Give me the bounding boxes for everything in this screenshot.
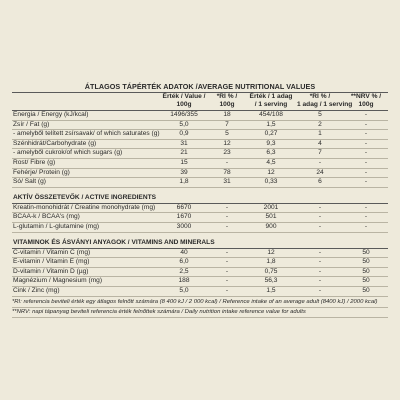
row-value: 3000 — [160, 222, 208, 232]
row-value: - — [344, 213, 388, 223]
row-value: 6670 — [160, 203, 208, 213]
row-label: Rost/ Fibre (g) — [12, 158, 160, 168]
row-value: - — [296, 286, 344, 296]
row-value: - — [296, 277, 344, 287]
table-row — [12, 258, 388, 268]
row-value: 18 — [208, 111, 246, 121]
row-value: 12 — [208, 139, 246, 149]
row-value: - — [296, 222, 344, 232]
table-title: ÁTLAGOS TÁPÉRTÉK ADATOK /AVERAGE NUTRITIONAL VALUES — [84, 82, 316, 91]
row-value: 7 — [208, 120, 246, 130]
table-row — [12, 277, 388, 287]
row-value: - — [344, 111, 388, 121]
row-value: 6 — [296, 178, 344, 188]
row-label: L-glutamin / L-glutamine (mg) — [12, 222, 160, 232]
header-ri-serving: *RI % / 1 adag / 1 serving — [297, 93, 353, 108]
row-value: 0,33 — [246, 178, 296, 188]
row-value: 50 — [344, 286, 388, 296]
header-value-100g: Érték / Value / 100g — [160, 93, 208, 110]
nutrition-table — [12, 92, 388, 297]
row-value: - — [296, 213, 344, 223]
row-value: 56,3 — [246, 277, 296, 287]
header-name — [12, 93, 160, 110]
row-value: 78 — [208, 168, 246, 178]
row-value: 6,3 — [246, 149, 296, 159]
row-value: - — [344, 130, 388, 140]
header-nrv-100g: **NRV % / 100g — [344, 93, 388, 110]
table-row — [12, 222, 388, 232]
row-value: - — [344, 178, 388, 188]
nutrition-label — [12, 82, 388, 318]
row-value: 50 — [344, 248, 388, 258]
row-value: 5 — [296, 111, 344, 121]
table-row — [12, 267, 388, 277]
row-value: 188 — [160, 277, 208, 287]
row-value: 31 — [208, 178, 246, 188]
header-row — [12, 93, 388, 110]
row-value: - — [208, 258, 246, 268]
row-value: 1 — [296, 130, 344, 140]
row-value: 5,0 — [160, 286, 208, 296]
footnote-ri: *RI: referencia beviteli érték egy átlagos felnőtt számára (8 400 kJ / 2 000 kcal) / Reference intake of an average adult (8400 kJ) / 2000 kcal) — [12, 298, 388, 308]
row-value: 40 — [160, 248, 208, 258]
row-value: 4,5 — [246, 158, 296, 168]
row-value: 31 — [160, 139, 208, 149]
row-value: - — [296, 158, 344, 168]
row-label: Só/ Salt (g) — [12, 178, 160, 188]
row-label: E-vitamin / Vitamin E (mg) — [12, 258, 160, 268]
row-value: - — [208, 158, 246, 168]
row-value: 1,5 — [246, 120, 296, 130]
row-value: 2 — [296, 120, 344, 130]
row-value: 50 — [344, 267, 388, 277]
row-value: - — [296, 248, 344, 258]
row-value: - — [296, 203, 344, 213]
table-row — [12, 178, 388, 188]
row-value: 15 — [160, 158, 208, 168]
section-title-active: AKTÍV ÖSSZETEVŐK / ACTIVE INGREDIENTS — [12, 193, 388, 204]
row-value: 9,3 — [246, 139, 296, 149]
row-label: - amelyből telített zsírsavak/ of which saturates (g) — [12, 130, 160, 140]
row-value: - — [208, 222, 246, 232]
table-row — [12, 168, 388, 178]
row-value: 4 — [296, 139, 344, 149]
row-value: - — [344, 203, 388, 213]
row-value: - — [344, 149, 388, 159]
row-value: - — [208, 203, 246, 213]
row-value: 900 — [246, 222, 296, 232]
table-row — [12, 149, 388, 159]
row-label: BCAA-k / BCAA's (mg) — [12, 213, 160, 223]
row-value: 12 — [246, 168, 296, 178]
row-value: - — [344, 158, 388, 168]
row-label: Cink / Zinc (mg) — [12, 286, 160, 296]
row-value: 1670 — [160, 213, 208, 223]
row-value: - — [344, 222, 388, 232]
table-row — [12, 158, 388, 168]
section-title-vitamins: VITAMINOK ÉS ÁSVÁNYI ANYAGOK / VITAMINS AND MINERALS — [12, 238, 388, 249]
row-value: 1,8 — [160, 178, 208, 188]
table-row — [12, 120, 388, 130]
row-label: D-vitamin / Vitamin D (µg) — [12, 267, 160, 277]
row-value: - — [208, 277, 246, 287]
row-value: 6,0 — [160, 258, 208, 268]
row-value: - — [296, 258, 344, 268]
table-row — [12, 130, 388, 140]
row-label: Fehérje/ Protein (g) — [12, 168, 160, 178]
row-value: 1496/355 — [160, 111, 208, 121]
row-value: 501 — [246, 213, 296, 223]
row-value: - — [344, 168, 388, 178]
row-value: 50 — [344, 258, 388, 268]
row-value: 12 — [246, 248, 296, 258]
row-value: 454/108 — [246, 111, 296, 121]
row-value: - — [344, 139, 388, 149]
row-value: 39 — [160, 168, 208, 178]
row-value: 1,5 — [246, 286, 296, 296]
row-value: - — [208, 286, 246, 296]
row-value: - — [208, 213, 246, 223]
row-value: 0,9 — [160, 130, 208, 140]
row-value: 0,75 — [246, 267, 296, 277]
active-rows — [12, 203, 388, 232]
vitamin-rows — [12, 248, 388, 296]
row-label: Magnézium / Magnesium (mg) — [12, 277, 160, 287]
row-label: - amelyből cukrok/of which sugars (g) — [12, 149, 160, 159]
row-value: 23 — [208, 149, 246, 159]
row-value: 24 — [296, 168, 344, 178]
row-value: 7 — [296, 149, 344, 159]
table-row — [12, 139, 388, 149]
row-value: 5,0 — [160, 120, 208, 130]
row-label: Zsír / Fat (g) — [12, 120, 160, 130]
row-value: - — [208, 267, 246, 277]
row-label: Energia / Energy (kJ/kcal) — [12, 111, 160, 121]
footnotes — [12, 298, 388, 319]
row-value: 2001 — [246, 203, 296, 213]
header-value-serving: Érték / 1 adag / 1 serving — [246, 93, 296, 110]
table-row — [12, 248, 388, 258]
table-row — [12, 213, 388, 223]
table-row — [12, 203, 388, 213]
row-value: - — [208, 248, 246, 258]
row-value: - — [344, 120, 388, 130]
nutrition-rows — [12, 111, 388, 188]
row-value: 5 — [208, 130, 246, 140]
footnote-nrv: **NRV: napi tápanyag beviteli referencia érték felnőttek számára / Daily nutrition intake reference value for adults — [12, 308, 388, 318]
row-label: Kreatin-monohidrát / Creatine monohydrate (mg) — [12, 203, 160, 213]
row-value: - — [296, 267, 344, 277]
row-value: 1,8 — [246, 258, 296, 268]
row-label: C-vitamin / Vitamin C (mg) — [12, 248, 160, 258]
table-row — [12, 286, 388, 296]
table-row — [12, 111, 388, 121]
row-value: 2,5 — [160, 267, 208, 277]
row-value: 0,27 — [246, 130, 296, 140]
row-label: Szénhidrát/Carbohydrate (g) — [12, 139, 160, 149]
row-value: 21 — [160, 149, 208, 159]
row-value: 50 — [344, 277, 388, 287]
header-ri-100g: *RI % / 100g — [208, 93, 246, 110]
